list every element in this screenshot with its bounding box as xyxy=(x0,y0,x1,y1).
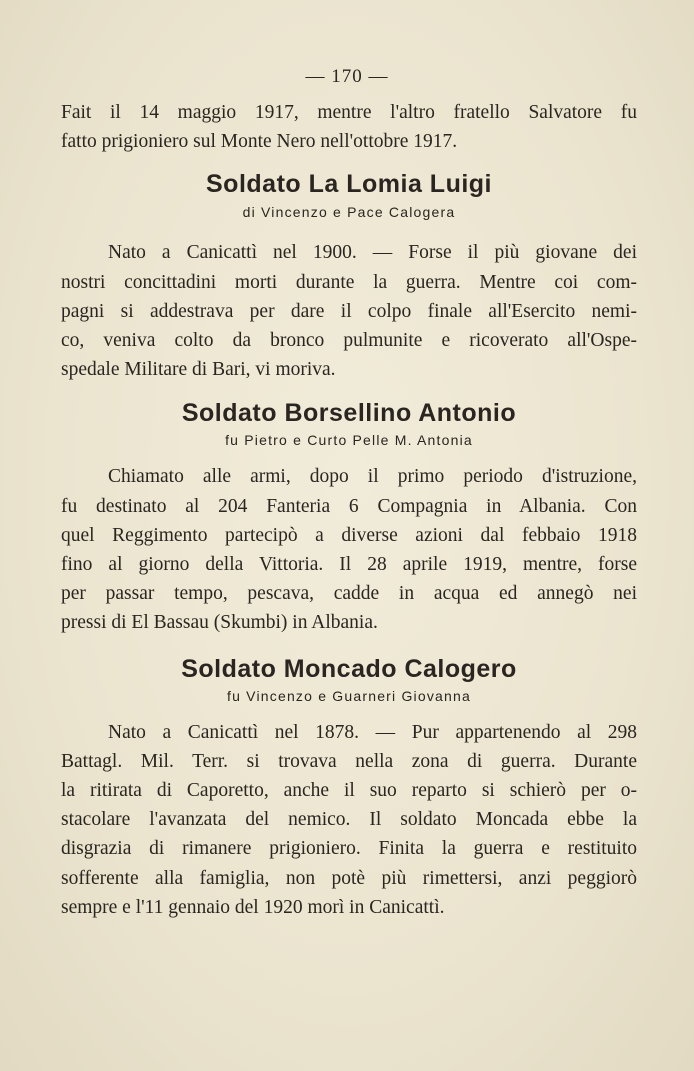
text-line: co, veniva colto da bronco pulmunite e ricoverato all'Ospe- xyxy=(61,330,637,352)
text-line: stacolare l'avanzata del nemico. Il soldato Moncada ebbe la xyxy=(61,809,637,831)
section-moncado xyxy=(61,654,637,922)
text-line: la ritirata di Caporetto, anche il suo reparto si schierò per o- xyxy=(61,780,637,802)
text-line: Nato a Canicattì nel 1900. — Forse il più giovane dei xyxy=(108,242,637,264)
page-content xyxy=(61,90,637,922)
text-line: fu destinato al 204 Fanteria 6 Compagnia in Albania. Con xyxy=(61,495,637,517)
section-subtitle: fu Vincenzo e Guarneri Giovanna xyxy=(227,687,471,704)
text-line: nostri concittadini morti durante la guerra. Mentre coi com- xyxy=(61,271,637,293)
text-line: fino al giorno della Vittoria. Il 28 aprile 1919, mentre, forse xyxy=(61,554,637,576)
section-title: Soldato Moncado Calogero xyxy=(181,654,517,683)
text-line: Chiamato alle armi, dopo il primo periodo d'istruzione, xyxy=(108,466,637,488)
section-paragraph xyxy=(61,238,637,384)
page-number: — 170 — xyxy=(305,66,389,87)
text-line: disgrazia di rimanere prigioniero. Finita la guerra e restituito xyxy=(61,838,637,860)
text-line: Fait il 14 maggio 1917, mentre l'altro fratello Salvatore fu xyxy=(61,102,637,123)
section-paragraph xyxy=(61,718,637,922)
text-line: per passar tempo, pescava, cadde in acqua ed annegò nei xyxy=(61,583,637,605)
intro-paragraph xyxy=(61,98,637,156)
text-line: sempre e l'11 gennaio del 1920 morì in Canicattì. xyxy=(61,896,445,918)
text-line: pressi di El Bassau (Skumbi) in Albania. xyxy=(61,612,378,634)
section-subtitle: fu Pietro e Curto Pelle M. Antonia xyxy=(225,432,473,449)
text-line: Battagl. Mil. Terr. si trovava nella zona di guerra. Durante xyxy=(61,750,637,772)
section-subtitle: di Vincenzo e Pace Calogera xyxy=(242,204,456,221)
text-line: Nato a Canicattì nel 1878. — Pur appartenendo al 298 xyxy=(108,721,637,743)
section-la-lomia xyxy=(61,169,637,384)
section-borsellino xyxy=(61,398,637,637)
text-line: sofferente alla famiglia, non potè più rimettersi, anzi peggiorò xyxy=(61,867,637,889)
text-line: spedale Militare di Bari, vi moriva. xyxy=(61,359,336,381)
section-title: Soldato Borsellino Antonio xyxy=(181,399,517,428)
text-line: quel Reggimento partecipò a diverse azioni dal febbaio 1918 xyxy=(61,524,637,546)
section-title: Soldato La Lomia Luigi xyxy=(206,170,492,199)
section-paragraph xyxy=(61,462,637,637)
text-line: pagni si addestrava per dare il colpo finale all'Esercito nemi- xyxy=(61,300,637,322)
text-line: fatto prigioniero sul Monte Nero nell'ottobre 1917. xyxy=(61,131,458,153)
